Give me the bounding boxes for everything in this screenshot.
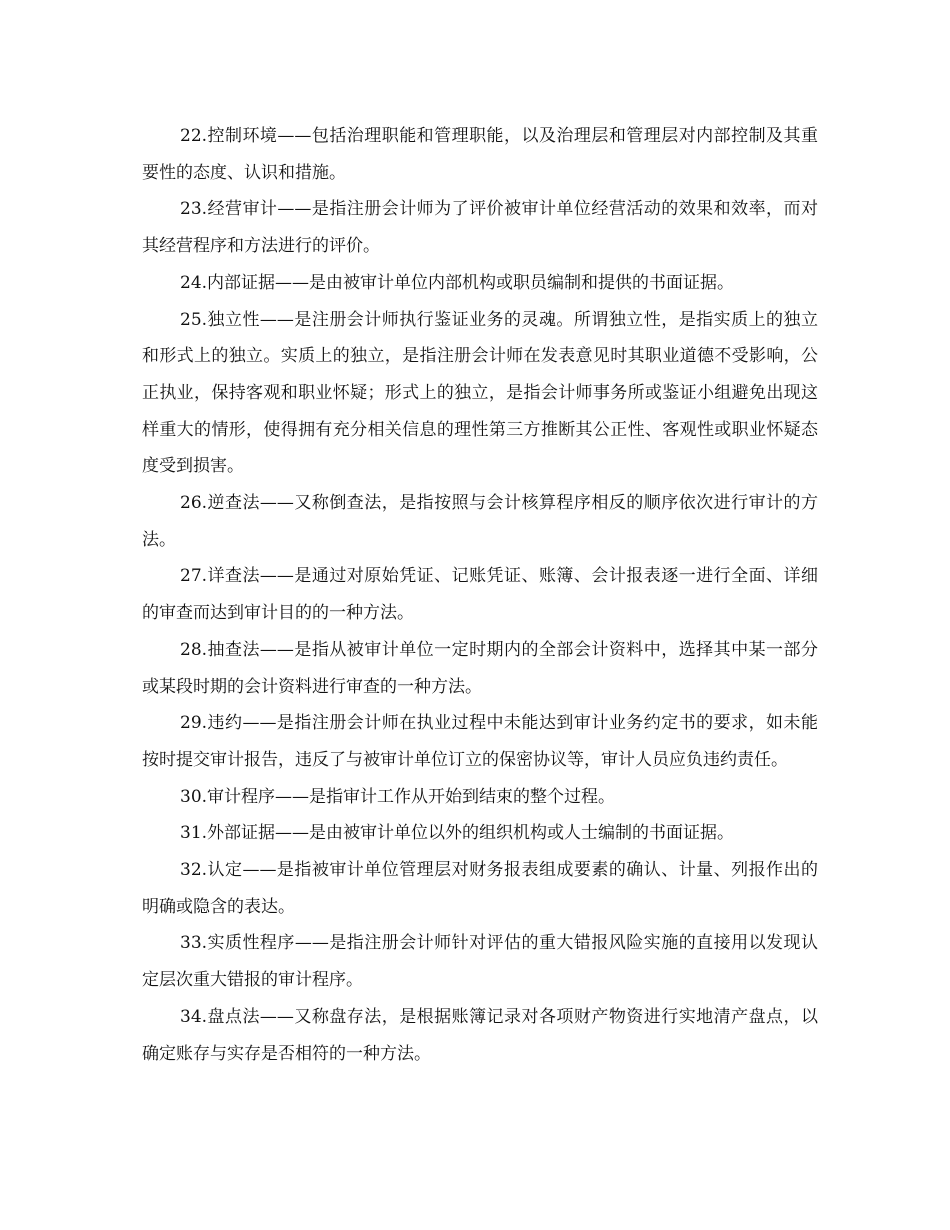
definition-entry-29: 29.违约——是指注册会计师在执业过程中未能达到审计业务约定书的要求，如未能按时提交审计报告，违反了与被审计单位订立的保密协议等，审计人员应负违约责任。: [142, 713, 818, 770]
definition-entry-27: 27.详查法——是通过对原始凭证、记账凭证、账簿、会计报表逐一进行全面、详细的审查而达到审计目的的一种方法。: [142, 566, 818, 624]
definition-entry-34: 34.盘点法——又称盘存法，是根据账簿记录对各项财产物资进行实地清产盘点，以确定账存与实存是否相符的一种方法。: [142, 1006, 818, 1064]
definition-entry-32: 32.认定——是指被审计单位管理层对财务报表组成要素的确认、计量、列报作出的明确或隐含的表达。: [142, 860, 818, 917]
definition-entry-24: 24.内部证据——是由被审计单位内部机构或职员编制和提供的书面证据。: [180, 272, 735, 293]
document-body: [142, 118, 818, 1072]
definition-entry-28: 28.抽查法——是指从被审计单位一定时期内的全部会计资料中，选择其中某一部分或某段时期的会计资料进行审查的一种方法。: [142, 639, 818, 697]
definition-entry-30: 30.审计程序——是指审计工作从开始到结束的整个过程。: [180, 786, 616, 807]
definition-entry-23: 23.经营审计——是指注册会计师为了评价被审计单位经营活动的效果和效率，而对其经营程序和方法进行的评价。: [142, 199, 818, 257]
definition-entry-22: 22.控制环境——包括治理职能和管理职能，以及治理层和管理层对内部控制及其重要性的态度、认识和措施。: [142, 126, 818, 183]
definition-entry-31: 31.外部证据——是由被审计单位以外的组织机构或人士编制的书面证据。: [180, 823, 735, 844]
definition-entry-26: 26.逆查法——又称倒查法，是指按照与会计核算程序相反的顺序依次进行审计的方法。: [142, 493, 818, 550]
definition-entry-33: 33.实质性程序——是指注册会计师针对评估的重大错报风险实施的直接用以发现认定层次重大错报的审计程序。: [142, 933, 818, 991]
definition-entry-25: 25.独立性——是注册会计师执行鉴证业务的灵魂。所谓独立性，是指实质上的独立和形式上的独立。实质上的独立，是指注册会计师在发表意见时其职业道德不受影响，公正执业，保持客观和职业怀疑；形式上的独立，是指会计师事务所或鉴证小组避免出现这样重大的情形，使得拥有充分相关信息的理性第三方推断其公正性、客观性或职业怀疑态度受到损害。: [142, 309, 818, 477]
